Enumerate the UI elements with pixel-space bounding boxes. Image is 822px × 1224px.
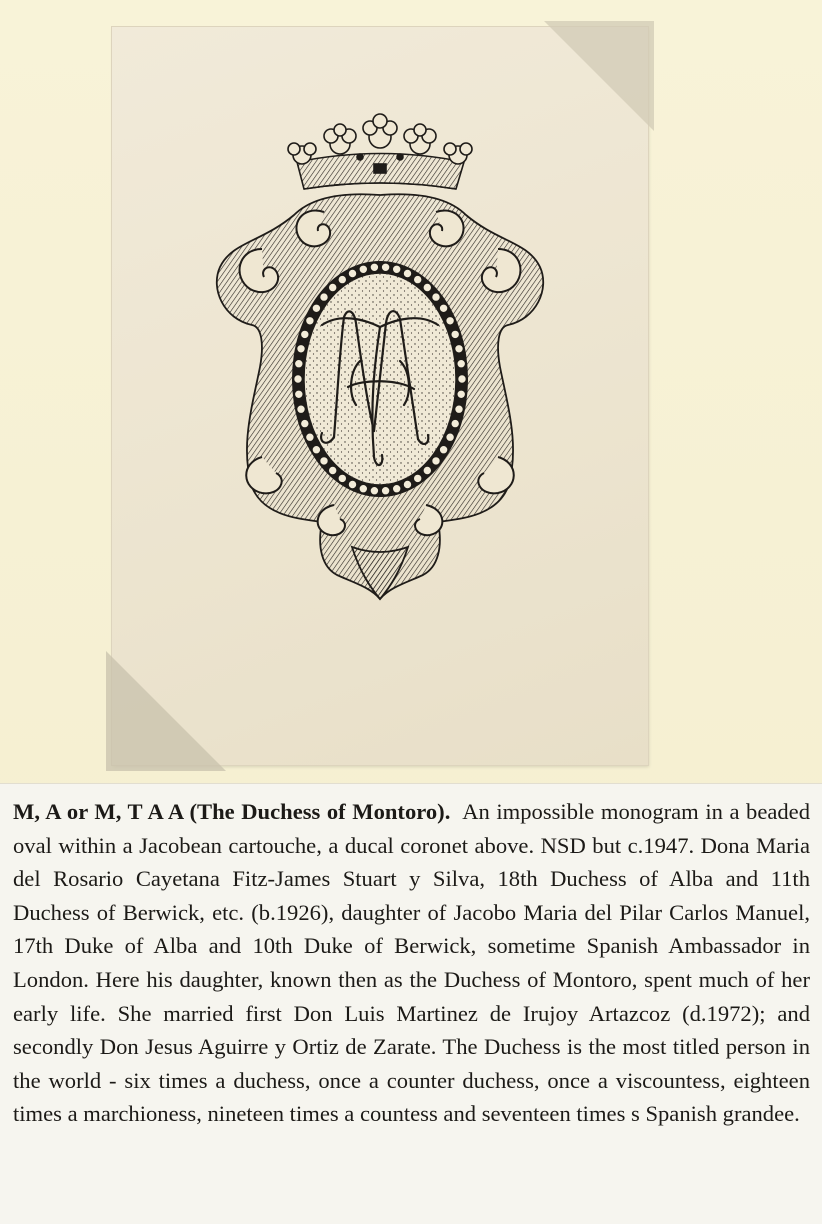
oval-bead (446, 433, 454, 441)
oval-bead (458, 375, 466, 383)
oval-bead (457, 390, 465, 398)
oval-bead (414, 275, 422, 283)
oval-bead (370, 487, 378, 495)
oval-bead (457, 360, 465, 368)
oval-bead (329, 466, 337, 474)
oval-bead (348, 269, 356, 277)
oval-bead (403, 480, 411, 488)
oval-bead (455, 345, 463, 353)
oval-bead (301, 330, 309, 338)
oval-bead (329, 283, 337, 291)
oval-bead (320, 293, 328, 301)
oval-bead (295, 360, 303, 368)
oval-bead (301, 419, 309, 427)
oval-bead (432, 293, 440, 301)
oval-bead (312, 304, 320, 312)
oval-bead (423, 466, 431, 474)
oval-bead (294, 375, 302, 383)
oval-bead (439, 446, 447, 454)
oval-bead (432, 457, 440, 465)
oval-bead (338, 474, 346, 482)
oval-bead (370, 263, 378, 271)
oval-bead (423, 283, 431, 291)
oval-bead (359, 485, 367, 493)
oval-bead (359, 265, 367, 273)
oval-bead (403, 269, 411, 277)
oval-bead (338, 275, 346, 283)
oval-bead (451, 419, 459, 427)
oval-bead (455, 405, 463, 413)
oval-bead (306, 433, 314, 441)
oval-bead (381, 263, 389, 271)
ducal-coronet-icon (288, 114, 472, 189)
oval-bead (393, 485, 401, 493)
oval-bead (297, 405, 305, 413)
oval-bead (312, 446, 320, 454)
oval-bead (446, 317, 454, 325)
oval-bead (393, 265, 401, 273)
caption-body: An impossible monogram in a beaded oval within a Jacobean cartouche, a ducal coronet above. NSD but c.1947. Dona Maria del Rosario Cayetana Fitz-James Stuart y Silva, 18th Duchess of Alba and 11th Duchess of Berwick, etc. (b.1926), daughter of Jacobo Maria del Pilar Carlos Manuel, 17th Duke of Alba and 10th Duke of Berwick, sometime Spanish Ambassador in London. Here his daughter, known then as the Duchess of Montoro, spent much of her early life. She married first Don Luis Martinez de Irujoy Artazcoz (d.1972); and secondly Don Jesus Aguirre y Ortiz de Zarate. The Duchess is the most titled person in the world - six times a duchess, once a counter duchess, once a viscountess, eighteen times a marchioness, nineteen times a countess and seventeen times s Spanish grandee. (13, 799, 811, 1127)
oval-bead (297, 345, 305, 353)
oval-bead (295, 390, 303, 398)
oval-bead (320, 457, 328, 465)
oval-bead (348, 480, 356, 488)
oval-bead (381, 487, 389, 495)
bookplate-engraving (112, 27, 648, 765)
oval-bead (414, 474, 422, 482)
oval-bead (451, 330, 459, 338)
bookplate (112, 27, 648, 765)
oval-bead (439, 304, 447, 312)
caption-heading: M, A or M, T A A (The Duchess of Montoro). (13, 799, 451, 824)
oval-bead (306, 317, 314, 325)
caption-text (13, 795, 810, 1131)
caption-card (0, 783, 822, 1224)
